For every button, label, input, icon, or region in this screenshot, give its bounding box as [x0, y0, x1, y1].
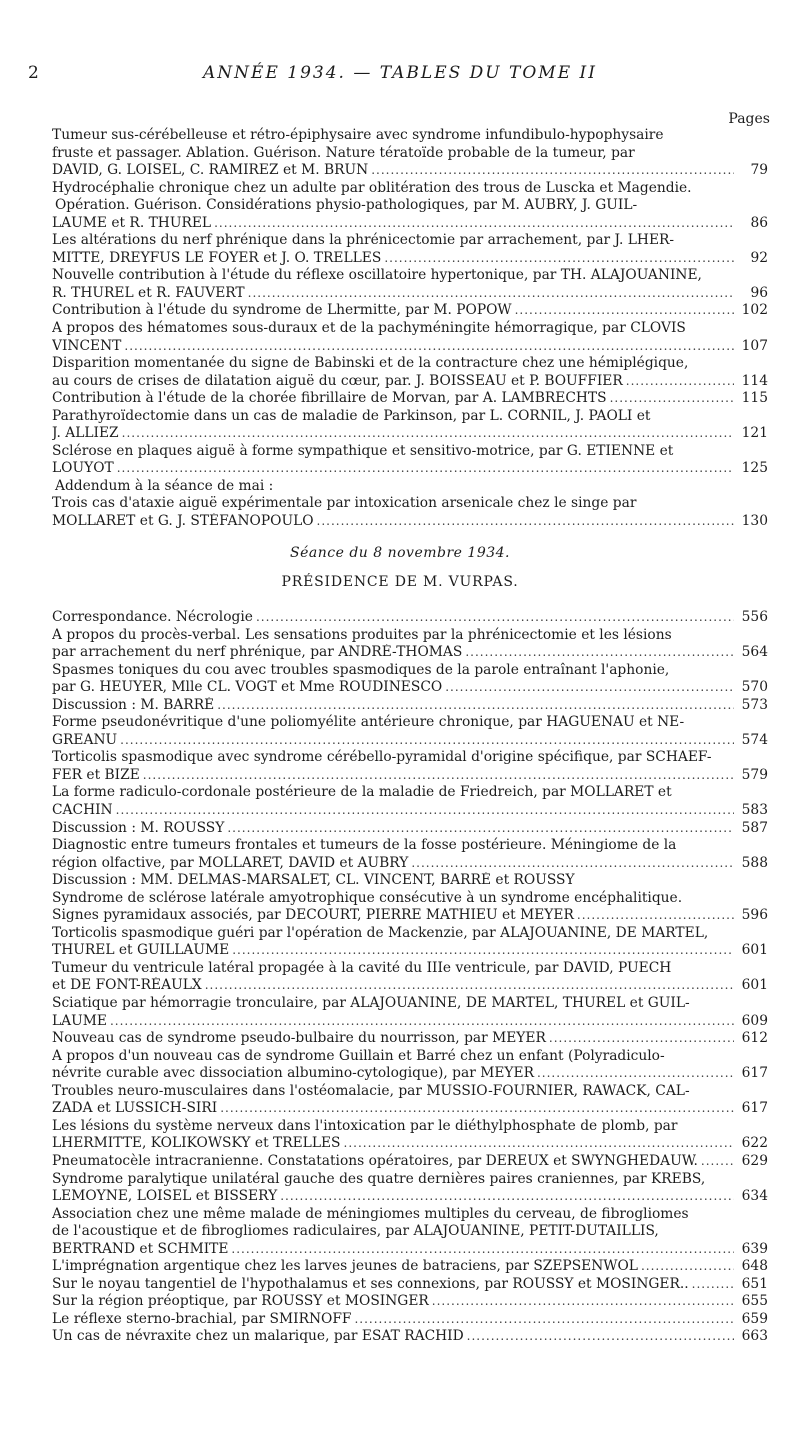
- toc-entry-text: Diagnostic entre tumeurs frontales et tumeurs de la fosse postérieure. Méningiome de la: [52, 837, 677, 854]
- toc-text-line: [52, 232, 768, 250]
- toc-entry-text: A propos des hématomes sous-duraux et de la pachyméningite hémorragique, par CLOVIS: [52, 320, 686, 337]
- page-reference: 663: [741, 1328, 768, 1345]
- toc-entry-text: BERTRAND et SCHMITE: [52, 1240, 229, 1257]
- dot-leader: [384, 250, 734, 268]
- toc-entry-line: [52, 1013, 768, 1031]
- toc-entry-text: Tumeur du ventricule latéral propagée à la cavité du IIIe ventricule, par DAVID, PUECH: [52, 959, 672, 976]
- toc-entry-text: A propos d'un nouveau cas de syndrome Guillain et Barré chez un enfant (Polyradiculo-: [52, 1047, 665, 1064]
- toc-text-line: [52, 197, 768, 215]
- toc-entry-text: Sciatique par hémorragie tronculaire, par ALAJOUANINE, DE MARTEL, THUREL et GUIL-: [52, 995, 690, 1012]
- toc-entry-text: Torticolis spasmodique avec syndrome cérébello-pyramidal d'origine spécifique, par SCHAEF-: [52, 749, 712, 766]
- toc-text-line: [52, 495, 768, 513]
- toc-entry-text: Un cas de névraxite chez un malarique, par ESAT RACHID: [52, 1328, 464, 1345]
- page-reference: 651: [741, 1275, 768, 1292]
- toc-text-line: [52, 180, 768, 198]
- toc-entry-text: GREANU: [52, 731, 118, 748]
- dot-leader: [610, 390, 734, 408]
- dot-leader: [467, 1328, 734, 1346]
- toc-entry-line: [52, 732, 768, 750]
- page-reference: 92: [750, 249, 768, 266]
- toc-entry-line: [52, 1030, 768, 1048]
- toc-entry-line: [52, 1188, 768, 1206]
- toc-entry-line: [52, 609, 768, 627]
- dot-leader: [411, 855, 734, 873]
- page-reference: 612: [741, 1030, 768, 1047]
- page-reference: 121: [741, 425, 768, 442]
- toc-text-line: [52, 267, 768, 285]
- toc-entry-text: Nouveau cas de syndrome pseudo-bulbaire du nourrisson, par MEYER: [52, 1030, 546, 1047]
- dot-leader: [465, 644, 734, 662]
- page-reference: 574: [741, 731, 768, 748]
- toc-entry-line: [52, 1100, 768, 1118]
- page-reference: 583: [741, 802, 768, 819]
- toc-text-line: [52, 714, 768, 732]
- toc-entry-text: Syndrome paralytique unilatéral gauche des quatre dernières paires craniennes, par KREBS,: [52, 1170, 706, 1187]
- dot-leader: [214, 215, 734, 233]
- toc-entry-text: L'imprégnation argentique chez les larves jeunes de batraciens, par SZEPSENWOL: [52, 1258, 638, 1275]
- dot-leader: [217, 697, 734, 715]
- page-reference: 86: [750, 214, 768, 231]
- toc-entry-text: J. ALLIEZ: [52, 425, 119, 442]
- toc-entry-line: [52, 250, 768, 268]
- toc-entry-text: Troubles neuro-musculaires dans l'ostéomalacie, par MUSSIO-FOURNIER, RAWACK, CAL-: [52, 1082, 690, 1099]
- toc-entry-text: LAUME: [52, 1012, 107, 1029]
- toc-text-line: [52, 1048, 768, 1066]
- toc-block-part1: [52, 127, 768, 531]
- dot-leader: [120, 732, 734, 750]
- toc-entry-line: [52, 907, 768, 925]
- page-reference: 79: [750, 162, 768, 179]
- toc-text-line: [52, 995, 768, 1013]
- toc-entry-text: CACHIN: [52, 802, 113, 819]
- toc-entry-line: [52, 802, 768, 820]
- toc-entry-line: [52, 302, 768, 320]
- dot-leader: [110, 1013, 734, 1031]
- toc-entry-text: R. THUREL et R. FAUVERT: [52, 284, 245, 301]
- toc-entry-text: LOUYOT: [52, 460, 114, 477]
- dot-leader: [626, 373, 734, 391]
- toc-entry-line: [52, 679, 768, 697]
- toc-entry-text: Les lésions du système nerveux dans l'intoxication par le diéthylphosphate de plomb, par: [52, 1117, 678, 1134]
- toc-text-line: [52, 320, 768, 338]
- toc-entry-text: Tumeur sus-cérébelleuse et rétro-épiphysaire avec syndrome infundibulo-hypophysaire: [52, 127, 664, 143]
- toc-entry-line: [52, 644, 768, 662]
- page-reference: 601: [741, 977, 768, 994]
- toc-entry-text: Discussion : MM. DELMAS-MARSALET, CL. VINCENT, BARRÉ et ROUSSY: [52, 872, 575, 889]
- dot-leader: [692, 1276, 734, 1294]
- toc-entry-line: [52, 390, 768, 408]
- toc-entry-text: Disparition momentanée du signe de Babinski et de la contracture chez une hémiplégique,: [52, 355, 689, 372]
- toc-entry-text: Syndrome de sclérose latérale amyotrophique consécutive à un syndrome encéphalitique.: [52, 889, 683, 906]
- toc-text-line: [52, 1083, 768, 1101]
- toc-text-line: [52, 890, 768, 908]
- toc-text-line: [52, 443, 768, 461]
- toc-text-line: [52, 960, 768, 978]
- toc-entry-text: Association chez une même malade de méningiomes multiples du cerveau, de fibrogliomes: [52, 1205, 689, 1222]
- toc-entry-text: Contribution à l'étude de la chorée fibrillaire de Morvan, par A. LAMBRECHTS: [52, 390, 607, 407]
- toc-entry-line: [52, 373, 768, 391]
- toc-entry-line: [52, 425, 768, 443]
- dot-leader: [641, 1258, 734, 1276]
- page-reference: 556: [741, 609, 768, 625]
- dot-leader: [549, 1030, 734, 1048]
- dot-leader: [232, 942, 734, 960]
- toc-entry-line: [52, 1065, 768, 1083]
- dot-leader: [577, 907, 734, 925]
- page-reference: 570: [741, 679, 768, 696]
- page-reference: 125: [741, 460, 768, 477]
- toc-text-line: [52, 1206, 768, 1224]
- page-reference: 648: [741, 1258, 768, 1275]
- dot-leader: [515, 302, 734, 320]
- dot-leader: [317, 513, 734, 531]
- toc-entry-text: Addendum à la séance de mai :: [55, 477, 274, 494]
- page-reference: 564: [741, 644, 768, 661]
- toc-entry-line: [52, 820, 768, 838]
- toc-entry-text: MITTE, DREYFUS LE FOYER et J. O. TRELLES: [52, 249, 382, 266]
- dot-leader: [205, 977, 734, 995]
- toc-entry-text: LAUME et R. THUREL: [52, 214, 212, 231]
- toc-text-line: [52, 408, 768, 426]
- page-reference: 629: [741, 1152, 768, 1169]
- toc-text-line: [52, 1118, 768, 1136]
- pages-column-label: Pages: [728, 111, 770, 127]
- dot-leader: [701, 1153, 734, 1171]
- page-reference: 596: [741, 907, 768, 924]
- toc-entry-text: névrite curable avec dissociation albumino-cytologique), par MEYER: [52, 1065, 534, 1082]
- toc-entry-line: [52, 1258, 768, 1276]
- toc-text-line: [52, 872, 768, 890]
- toc-entry-text: Pneumatocèle intracranienne. Constatations opératoires, par DEREUX et SWYNGHEDAUW.: [52, 1152, 698, 1169]
- page-reference: 659: [741, 1310, 768, 1327]
- page-reference: 634: [741, 1188, 768, 1205]
- toc-entry-text: Sur le noyau tangentiel de l'hypothalamus et ses connexions, par ROUSSY et MOSINGER..: [52, 1275, 689, 1292]
- dot-leader: [344, 1135, 734, 1153]
- toc-entry-text: Trois cas d'ataxie aiguë expérimentale par intoxication arsenicale chez le singe par: [52, 495, 637, 512]
- toc-entry-text: fruste et passager. Ablation. Guérison. Nature tératoïde probable de la tumeur, par: [52, 144, 635, 161]
- toc-entry-line: [52, 162, 768, 180]
- page-reference: 107: [741, 337, 768, 354]
- page-reference: 617: [741, 1100, 768, 1117]
- toc-text-line: [52, 925, 768, 943]
- toc-entry-text: Contribution à l'étude du syndrome de Lhermitte, par M. POPOW: [52, 302, 512, 319]
- page-reference: 601: [741, 942, 768, 959]
- toc-entry-text: Sclérose en plaques aiguë à forme sympathique et sensitivo-motrice, par G. ETIENNE et: [52, 442, 674, 459]
- running-header: [28, 63, 772, 89]
- toc-entry-line: [52, 1276, 768, 1294]
- toc-entry-line: [52, 767, 768, 785]
- toc-entry-text: LEMOYNE, LOISEL et BISSERY: [52, 1188, 278, 1205]
- toc-entry-line: [52, 1153, 768, 1171]
- page-reference: 609: [741, 1012, 768, 1029]
- page-reference: 579: [741, 766, 768, 783]
- toc-entry-line: [52, 1135, 768, 1153]
- toc-entry-text: Opération. Guérison. Considérations physio-pathologiques, par M. AUBRY, J. GUIL-: [55, 197, 638, 214]
- page-reference: 587: [741, 819, 768, 836]
- toc-entry-text: LHERMITTE, KOLIKOWSKY et TRELLES: [52, 1135, 341, 1152]
- presidence-heading: PRÉSIDENCE DE M. VURPAS.: [281, 574, 519, 590]
- toc-text-line: [52, 662, 768, 680]
- toc-text-line: [52, 837, 768, 855]
- dot-leader: [117, 460, 734, 478]
- toc-entry-text: Nouvelle contribution à l'étude du réflexe oscillatoire hypertonique, par TH. ALAJOUANINE,: [52, 267, 702, 284]
- toc-entry-text: Hydrocéphalie chronique chez un adulte par oblitération des trous de Luscka et Magendie.: [52, 179, 692, 196]
- toc-entry-text: Parathyroïdectomie dans un cas de maladie de Parkinson, par L. CORNIL, J. PAOLI et: [52, 407, 651, 424]
- toc-text-line: [52, 749, 768, 767]
- toc-text-line: [52, 784, 768, 802]
- toc-entry-text: Forme pseudonévritique d'une poliomyélite antérieure chronique, par HAGUENAU et NE-: [52, 714, 685, 731]
- session-date-heading: Séance du 8 novembre 1934.: [290, 545, 510, 561]
- page-number: 2: [28, 63, 41, 83]
- toc-entry-text: THUREL et GUILLAUME: [52, 942, 230, 959]
- toc-entry-text: Discussion : M. BARRÉ: [52, 696, 215, 713]
- page-reference: 639: [741, 1240, 768, 1257]
- toc-entry-line: [52, 1293, 768, 1311]
- toc-entry-text: Spasmes toniques du cou avec troubles spasmodiques de la parole entraînant l'aphonie,: [52, 661, 670, 678]
- dot-leader: [122, 425, 734, 443]
- toc-entry-line: [52, 855, 768, 873]
- toc-entry-line: [52, 460, 768, 478]
- page-reference: 114: [741, 372, 768, 389]
- page-reference: 102: [741, 302, 768, 319]
- page-reference: 130: [741, 513, 768, 530]
- toc-text-line: [52, 355, 768, 373]
- toc-text-line: [52, 627, 768, 645]
- toc-text-line: [52, 478, 768, 496]
- toc-entry-line: [52, 1328, 768, 1346]
- page-reference: 617: [741, 1065, 768, 1082]
- toc-entry-text: Torticolis spasmodique guéri par l'opération de Mackenzie, par ALAJOUANINE, DE MARTEL,: [52, 924, 709, 941]
- toc-text-line: [52, 1223, 768, 1241]
- dot-leader: [124, 338, 734, 356]
- dot-leader: [227, 820, 734, 838]
- toc-text-line: [52, 1171, 768, 1189]
- toc-entry-text: par arrachement du nerf phrénique, par ANDRÉ-THOMAS: [52, 644, 463, 661]
- page-reference: 573: [741, 696, 768, 713]
- toc-entry-text: Le réflexe sterno-brachial, par SMIRNOFF: [52, 1310, 352, 1327]
- toc-entry-line: [52, 697, 768, 715]
- toc-entry-text: DAVID, G. LOISEL, C. RAMIREZ et M. BRUN: [52, 162, 369, 179]
- dot-leader: [231, 1241, 734, 1259]
- toc-entry-line: [52, 942, 768, 960]
- dot-leader: [537, 1065, 734, 1083]
- toc-entry-line: [52, 338, 768, 356]
- toc-entry-line: [52, 513, 768, 531]
- page-reference: 115: [741, 390, 768, 407]
- toc-entry-line: [52, 285, 768, 303]
- toc-text-line: [52, 145, 768, 163]
- page-reference: 96: [750, 284, 768, 301]
- toc-entry-text: Signes pyramidaux associés, par DECOURT, PIERRE MATHIEU et MEYER: [52, 907, 574, 924]
- toc-entry-line: [52, 215, 768, 233]
- dot-leader: [248, 285, 734, 303]
- page-reference: 655: [741, 1293, 768, 1310]
- toc-entry-text: Les altérations du nerf phrénique dans la phrénicectomie par arrachement, par J. LHER-: [52, 232, 675, 249]
- toc-entry-text: de l'acoustique et de fibrogliomes radiculaires, par ALAJOUANINE, PETIT-DUTAILLIS,: [52, 1223, 659, 1240]
- running-title: ANNÉE 1934. — TABLES DU TOME II: [203, 63, 597, 83]
- dot-leader: [354, 1311, 734, 1329]
- toc-entry-text: Discussion : M. ROUSSY: [52, 819, 225, 836]
- dot-leader: [116, 802, 734, 820]
- dot-leader: [371, 162, 734, 180]
- toc-entry-text: VINCENT: [52, 337, 122, 354]
- toc-entry-text: Sur la région préoptique, par ROUSSY et MOSINGER: [52, 1293, 429, 1310]
- toc-entry-text: MOLLARET et G. J. STÉFANOPOULO: [52, 513, 314, 530]
- page-reference: 588: [741, 854, 768, 871]
- toc-entry-line: [52, 1311, 768, 1329]
- dot-leader: [445, 679, 734, 697]
- toc-entry-text: Correspondance. Nécrologie: [52, 609, 253, 625]
- toc-entry-line: [52, 1241, 768, 1259]
- toc-entry-text: et DE FONT-RÉAULX: [52, 977, 202, 994]
- toc-entry-line: [52, 977, 768, 995]
- dot-leader: [143, 767, 734, 785]
- dot-leader: [280, 1188, 734, 1206]
- toc-block-part2: [52, 609, 768, 1346]
- toc-text-line: [52, 127, 768, 145]
- toc-entry-text: région olfactive, par MOLLARET, DAVID et AUBRY: [52, 854, 409, 871]
- dot-leader: [432, 1293, 734, 1311]
- dot-leader: [256, 609, 734, 627]
- dot-leader: [220, 1100, 734, 1118]
- toc-entry-text: A propos du procès-verbal. Les sensations produites par la phrénicectomie et les lésions: [52, 626, 672, 643]
- toc-entry-text: par G. HEUYER, Mlle CL. VOGT et Mme ROUDINESCO: [52, 679, 443, 696]
- toc-entry-text: ZADA et LUSSICH-SIRI: [52, 1100, 218, 1117]
- toc-entry-text: au cours de crises de dilatation aiguë du cœur, par. J. BOISSEAU et P. BOUFFIER: [52, 372, 623, 389]
- toc-entry-text: La forme radiculo-cordonale postérieure de la maladie de Friedreich, par MOLLARET et: [52, 784, 672, 801]
- toc-entry-text: FER et BIZE: [52, 766, 140, 783]
- page-reference: 622: [741, 1135, 768, 1152]
